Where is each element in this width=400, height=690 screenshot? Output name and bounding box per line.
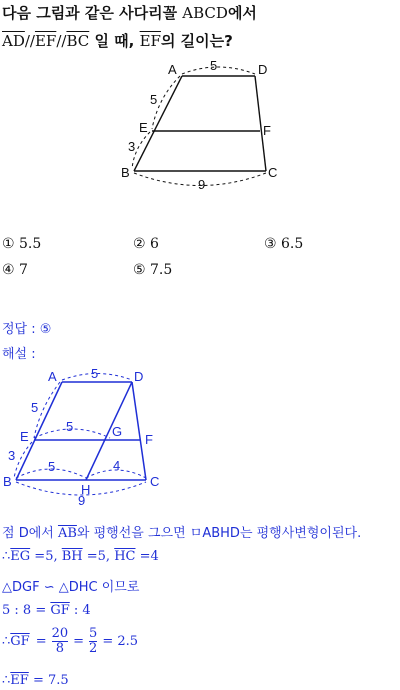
answer-line [2, 318, 51, 337]
vertex-label-f: F [263, 123, 271, 138]
vertex-label-b: B [121, 165, 130, 180]
therefore-symbol: ∴ [2, 549, 11, 564]
length-ad: 5 [210, 58, 218, 73]
vertex-label-d: D [258, 62, 268, 77]
vertex-label-b: B [3, 474, 12, 489]
vertex-label-e: E [20, 429, 29, 444]
vertex-label-a: A [48, 369, 57, 384]
choice-number: ④ [2, 262, 15, 278]
length-eb: 3 [8, 448, 16, 463]
therefore-symbol: ∴ [2, 673, 11, 688]
vertex-label-g: G [112, 424, 123, 439]
segment-bc: $\overline{BC}$ [66, 32, 90, 50]
choice-number: ⑤ [133, 262, 146, 278]
explanation-label: 해설 : [2, 347, 36, 362]
question-text: 다음 그림과 같은 사다리꼴 [2, 4, 178, 22]
trapezoid-name: ABCD [182, 4, 228, 22]
solution-line-1 [2, 522, 361, 541]
solution-figure [0, 364, 175, 510]
choice-number: ① [2, 236, 15, 252]
choice-3[interactable] [264, 236, 303, 252]
length-eb: 3 [128, 139, 136, 154]
length-ae: 5 [31, 400, 39, 415]
segment-ab: $\overline{AB}$ [57, 526, 77, 541]
solution-text: 점 D에서 [2, 526, 54, 541]
choice-value: 6 [150, 236, 159, 252]
segment-eg: $\overline{EG}$ [10, 549, 31, 564]
choice-5[interactable] [133, 262, 172, 278]
segment-dh [86, 382, 132, 480]
length-ad: 5 [91, 366, 99, 381]
parallel-symbol: // [56, 32, 67, 50]
choice-2[interactable] [133, 236, 159, 252]
parallel-symbol: // [24, 32, 35, 50]
choice-value: 6.5 [281, 236, 304, 252]
segment-ef: $\overline{EF}$ [10, 673, 29, 688]
length-bc: 9 [198, 177, 206, 192]
choice-value: 7 [19, 262, 28, 278]
length-ae: 5 [150, 92, 158, 107]
arc-ad [182, 67, 255, 74]
length-eg: 5 [66, 419, 74, 434]
length-bc: 9 [78, 493, 86, 508]
length-bh: 5 [48, 459, 56, 474]
choice-value: 7.5 [150, 262, 173, 278]
numerator: 20 [51, 626, 69, 641]
equals-sign: = [73, 633, 85, 649]
solution-line-4 [2, 603, 91, 618]
numerator: 5 [89, 626, 98, 641]
value-eg: =5, [34, 549, 58, 564]
equals-sign: = [35, 633, 47, 649]
fraction-5-2 [89, 627, 97, 655]
segment-ef-target: $\overline{EF}$ [139, 32, 161, 50]
trapezoid-figure [110, 58, 290, 198]
segment-ef: $\overline{EF}$ [34, 32, 57, 50]
result-gf: = 2.5 [102, 633, 139, 649]
solution-line-5 [2, 627, 138, 655]
segment-ad: $\overline{AD}$ [2, 32, 25, 50]
result-ef: = 7.5 [32, 673, 69, 688]
answer-label: 정답 : [2, 322, 36, 337]
side-dc [132, 382, 146, 480]
segment-gf: $\overline{GF}$ [10, 633, 30, 649]
solution-line-3: △DGF ∽ △DHC 이므로 [2, 580, 140, 595]
vertex-label-f: F [145, 432, 153, 447]
therefore-symbol: ∴ [2, 633, 11, 649]
choice-1[interactable] [2, 236, 41, 252]
question-line-2 [2, 30, 233, 51]
length-hc: 4 [113, 458, 121, 473]
solution-line-6 [2, 673, 69, 688]
question-condition: 일 때, [94, 32, 135, 50]
choice-number: ③ [264, 236, 277, 252]
vertex-label-a: A [168, 62, 177, 77]
segment-hc: $\overline{HC}$ [114, 549, 136, 564]
choice-number: ② [133, 236, 146, 252]
choice-value: 5.5 [19, 236, 42, 252]
segment-bh: $\overline{BH}$ [61, 549, 83, 564]
question-text-suffix: 에서 [227, 4, 257, 22]
proportion-right: : 4 [73, 603, 91, 618]
question-ask: 의 길이는? [160, 32, 233, 50]
value-hc: =4 [139, 549, 159, 564]
question-line-1 [2, 2, 257, 23]
segment-gf: $\overline{GF}$ [50, 603, 70, 618]
answer-value: ⑤ [39, 322, 52, 337]
proportion-left: 5 : 8 = [2, 603, 47, 618]
vertex-label-h: H [81, 482, 91, 497]
vertex-label-e: E [139, 120, 148, 135]
solution-line-2 [2, 549, 159, 564]
vertex-label-d: D [134, 369, 144, 384]
denominator: 8 [55, 640, 64, 656]
choice-4[interactable] [2, 262, 28, 278]
value-bh: =5, [86, 549, 111, 564]
vertex-label-c: C [150, 474, 160, 489]
solution-text: 와 평행선을 그으면 ㅁABHD는 평행사변형이된다. [76, 526, 362, 541]
denominator: 2 [89, 640, 98, 656]
fraction-20-8 [52, 627, 69, 655]
vertex-label-c: C [268, 165, 278, 180]
